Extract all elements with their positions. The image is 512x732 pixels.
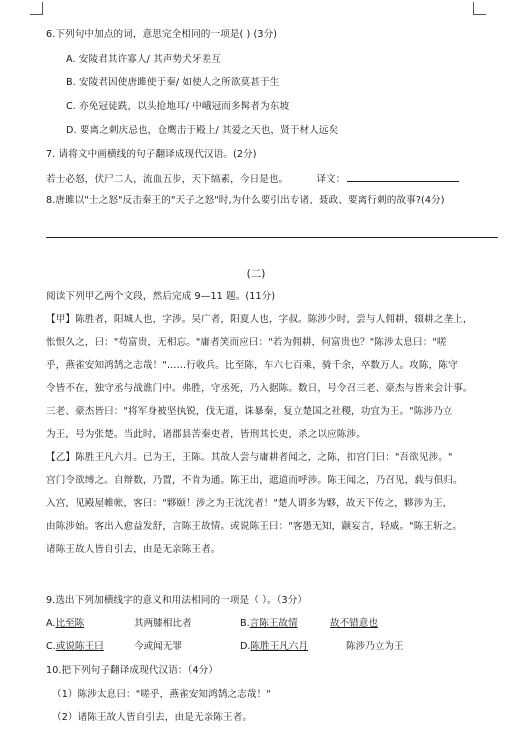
q9-stem: 9.选出下列加横线字的意义和用法相同的一项是（ ）。（3分）: [46, 595, 308, 606]
passage-b-line: 入宫，见殿屋帷帐，客曰："夥颐！涉之为王沈沈者！"楚人谓多为夥，故天下传之，夥涉为王，: [46, 498, 453, 509]
q9-option-a-second: 其两膝相比者: [134, 618, 192, 629]
q6-stem: 6.下列句中加点的词，意思完全相同的一项是( ) (3分): [46, 29, 278, 40]
q10-stem: 10.把下列句子翻译成现代汉语：（4分）: [46, 665, 219, 676]
q6-option-d: D. 要离之刺庆忌也，仓鹰击于殿上/ 其爱之天也，贤于材人远矣: [66, 125, 339, 136]
q9-option-label: A.: [46, 618, 56, 629]
q9-option-d-second: 陈涉乃立为王: [346, 641, 404, 652]
q6-option-b: B. 安陵君因使唐雎使于秦/ 如使人之所欲莫甚于生: [66, 77, 280, 88]
section-title: (二): [246, 268, 266, 280]
passage-b-line: 由陈涉始。客出入愈益发舒，言陈王故情。或说陈王曰："客愚无知，颛妄言，轻威。"陈王斩之。: [46, 521, 463, 532]
q8-stem: 8.唐雎以"士之怒"反击秦王的"天子之怒"时,为什么要引出专诸、聂政、要离行刺的故事?(4分): [46, 195, 445, 206]
passage-a-line: 为王，号为张楚。当此时，诸郡县苦秦吏者，皆刑其长吏，杀之以应陈涉。: [46, 429, 366, 440]
q9-option-c: [46, 640, 104, 654]
passage-a-line: 令皆不在，独守丞与战谯门中。弗胜，守丞死，乃入据陈。数日，号令召三老、豪杰与皆来会计事。: [46, 383, 473, 394]
q9-option-first: 比至陈: [55, 618, 85, 629]
passage-a-line: 怅恨久之，曰："苟富贵，无相忘。"庸者笑而应曰："若为佣耕，何富贵也？"陈涉太息曰："嗟: [46, 337, 447, 348]
passage-b-line: 宫门令欲缚之。自辩数，乃置，不肯为通。陈王出，遮道而呼涉。陈王闻之，乃召见，载与俱归。: [46, 475, 463, 486]
passage-a-line: 乎，燕雀安知鸿鹄之志哉！"……行收兵。比至陈，车六七百乘，骑千余，卒数万人。攻陈，陈守: [46, 360, 458, 371]
q10-item-1: （1）陈涉太息曰："嗟乎，燕雀安知鸿鹄之志哉！": [52, 689, 271, 700]
q9-option-d: [240, 640, 308, 654]
q9-option-b-second: 故不错意也: [330, 618, 378, 629]
q9-option-first: 陈胜王凡六月: [250, 641, 308, 652]
passage-b-line: 【乙】陈胜王凡六月。已为王，王陈。其故人尝与庸耕者闻之，之陈，扣宫门曰："吾欲见涉。": [46, 452, 453, 463]
q7-sentence: 若士必怒，伏尸二人，流血五步，天下缟素，今日是也。: [46, 174, 289, 185]
q7-answer-label: 译文：: [316, 174, 346, 185]
crop-mark-top-left: [30, 2, 43, 15]
q7-answer-blank[interactable]: [347, 171, 459, 182]
passage-a-line: 三老、豪杰皆曰："将军身被坚执锐，伐无道，诛暴秦，复立楚国之社稷，功宜为王。"陈涉乃立: [46, 406, 453, 417]
q10-item-2: （2）诸陈王故人皆自引去，由是无亲陈王者。: [52, 712, 253, 723]
q9-option-b: [240, 617, 298, 631]
q9-option-first: 言陈王故情: [249, 618, 298, 629]
section-intro: 阅读下列甲乙两个文段，然后完成 9—11 题。(11分): [46, 291, 276, 302]
q9-option-label: B.: [240, 618, 250, 629]
q9-option-label: D.: [240, 641, 251, 652]
passage-a-line: 【甲】陈胜者，阳城人也，字涉。吴广者，阳夏人也，字叔。陈涉少时，尝与人佣耕，辍耕之垄上，: [46, 314, 473, 325]
q7-sentence-row: [46, 171, 459, 187]
q9-option-label: C.: [46, 641, 56, 652]
crop-mark-top-right: [473, 2, 486, 15]
q9-option-c-second: 今或闻无罪: [134, 641, 182, 652]
q9-option-a: [46, 617, 84, 631]
q6-option-a: A. 安陵君其许寡人/ 其声势犬牙差互: [66, 54, 221, 65]
passage-b-line: 诸陈王故人皆自引去，由是无亲陈王者。: [46, 544, 221, 555]
q6-option-c: C. 亦免冠徒跣，以头抢地耳/ 中峨冠而多髯者为东坡: [66, 101, 290, 112]
q9-option-first: 或说陈王曰: [55, 641, 104, 652]
q8-answer-line[interactable]: [46, 237, 498, 238]
q7-stem: 7. 请将文中画横线的句子翻译成现代汉语。(2分): [46, 149, 257, 160]
